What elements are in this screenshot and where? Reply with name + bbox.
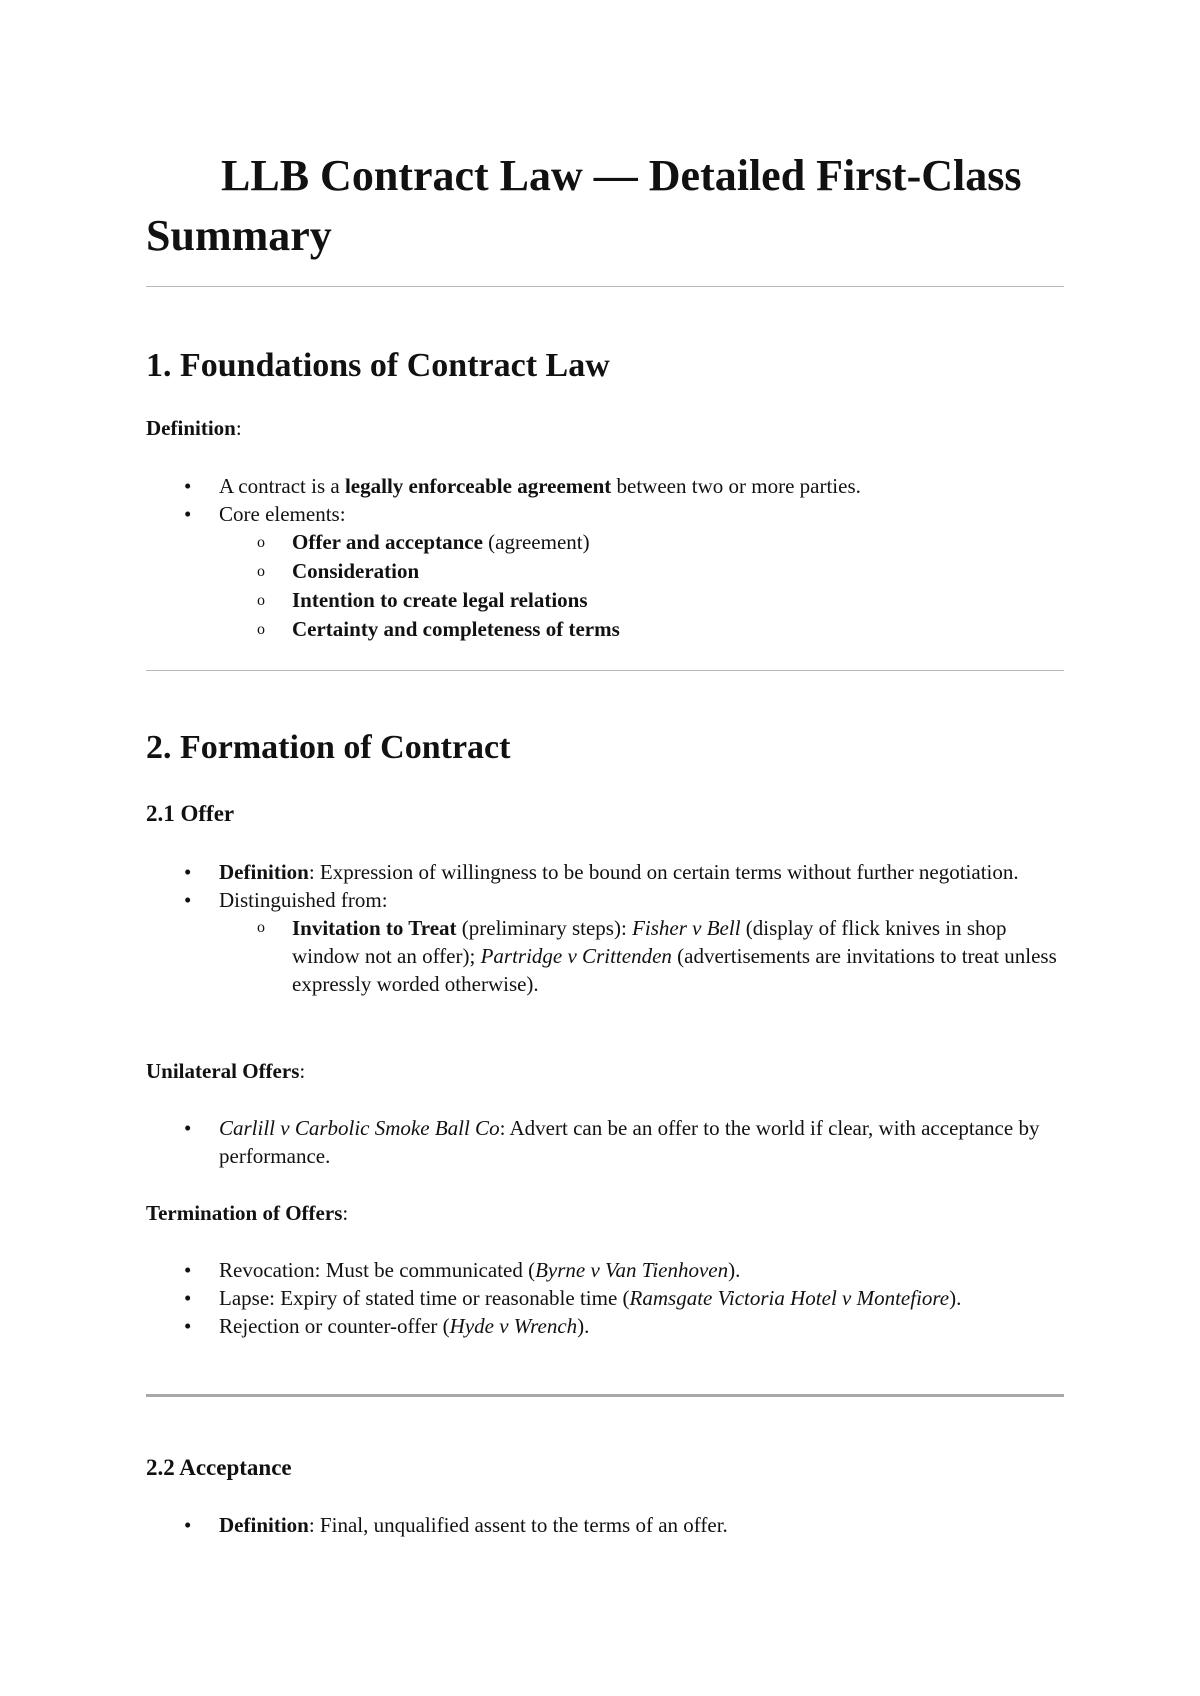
section-heading-foundations: 1. Foundations of Contract Law (146, 347, 610, 384)
list-item: o Invitation to Treat (preliminary steps): Fisher v Bell (display of flick knives in shop window not an offer); Partridge v Crittenden (advertisements are invitations to treat unless expressly worded otherwise). (219, 914, 1064, 998)
unilateral-list (146, 1114, 1064, 1170)
list-item: • Revocation: Must be communicated (Byrne v Van Tienhoven). (146, 1256, 1064, 1284)
foundations-list (146, 472, 1064, 644)
horizontal-rule (146, 670, 1064, 671)
list-item: • Definition: Final, unqualified assent to the terms of an offer. (146, 1511, 1064, 1539)
subsection-heading-offer: 2.1 Offer (146, 801, 235, 826)
unilateral-offers-label: Unilateral Offers: (146, 1059, 306, 1083)
list-item: • Lapse: Expiry of stated time or reasonable time (Ramsgate Victoria Hotel v Montefiore). (146, 1284, 1064, 1312)
subsection-heading-acceptance: 2.2 Acceptance (146, 1455, 292, 1480)
section-heading-formation: 2. Formation of Contract (146, 729, 511, 766)
horizontal-rule (146, 286, 1064, 287)
offer-list (146, 858, 1064, 998)
list-item: o Offer and acceptance (agreement) (219, 528, 1064, 557)
invitation-list (219, 914, 1064, 998)
acceptance-list (146, 1511, 1064, 1539)
core-elements-list (219, 528, 1064, 644)
document-title: LLB Contract Law — Detailed First-Class Summary (146, 151, 1022, 260)
list-item: o Consideration (219, 557, 1064, 586)
list-item: • A contract is a legally enforceable agreement between two or more parties. (146, 472, 1064, 500)
termination-label: Termination of Offers: (146, 1201, 349, 1225)
list-item: • Distinguished from: o Invitation to Treat (preliminary steps): Fisher v Bell (display of flick knives in shop window not an offer); Partridge v Crittenden (advertisements are invitations to treat unless expressly worded otherwise). (146, 886, 1064, 998)
list-item: o Certainty and completeness of terms (219, 615, 1064, 644)
list-item: • Definition: Expression of willingness to be bound on certain terms without further negotiation. (146, 858, 1064, 886)
list-item: • Carlill v Carbolic Smoke Ball Co: Advert can be an offer to the world if clear, with acceptance by performance. (146, 1114, 1064, 1170)
definition-label: Definition: (146, 416, 242, 440)
list-item: • Core elements: o Offer and acceptance (agreement) o Consideration o Intention to create legal relations o Certainty and completeness of terms (146, 500, 1064, 644)
list-item: • Rejection or counter-offer (Hyde v Wrench). (146, 1312, 1064, 1340)
list-item: o Intention to create legal relations (219, 586, 1064, 615)
termination-list (146, 1256, 1064, 1340)
horizontal-rule (146, 1394, 1064, 1397)
